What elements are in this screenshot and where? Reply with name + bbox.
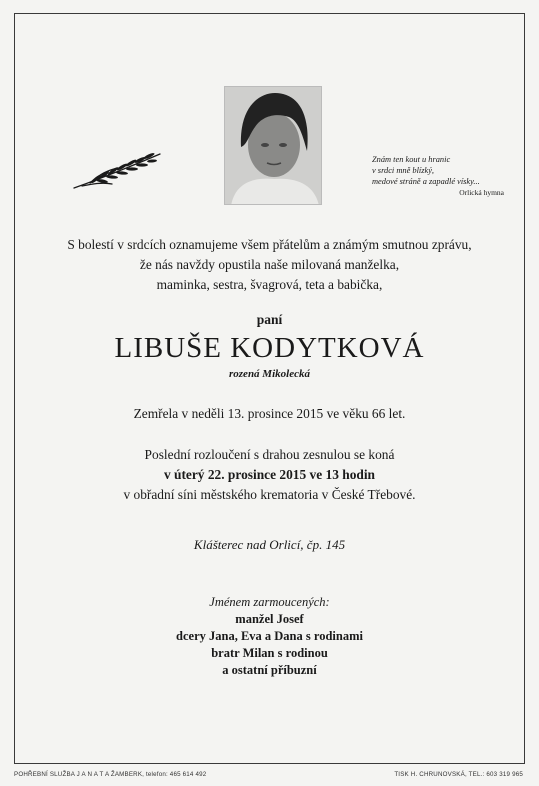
announcement-line: maminka, sestra, švagrová, teta a babička,: [156, 277, 383, 292]
maiden-name: rozená Mikolecká: [229, 368, 310, 380]
mourner: dcery Jana, Eva a Dana s rodinami: [176, 629, 363, 643]
funeral-datetime: v úterý 22. prosince 2015 ve 13 hodin: [163, 467, 376, 482]
deceased-name: LIBUŠE KODYTKOVÁ: [114, 332, 425, 364]
mourner: a ostatní příbuzní: [222, 663, 317, 677]
olive-branch-icon: [72, 148, 162, 194]
poem-line: v srdci mně blízký,: [372, 166, 435, 175]
mourner: manžel Josef: [235, 612, 304, 626]
address: Klášterec nad Orlicí, čp. 145: [193, 537, 346, 552]
portrait-photo: [224, 86, 322, 205]
mourners-heading: Jménem zarmoucených:: [209, 595, 330, 609]
announcement-line: S bolestí v srdcích oznamujeme všem přátelům a známým smutnou zprávu,: [67, 237, 472, 252]
title-word: paní: [256, 312, 283, 327]
poem-line: Znám ten kout u hranic: [372, 155, 451, 164]
mourner: bratr Milan s rodinou: [211, 646, 328, 660]
footer-printer: TISK H. CHRUNOVSKÁ, TEL.: 603 319 965: [394, 771, 523, 778]
footer-funeral-service: POHŘEBNÍ SLUŽBA J A N A T A ŽAMBERK, telefon: 465 614 492: [14, 771, 207, 778]
poem-line: medové stráně a zapadlé vísky...: [372, 177, 480, 186]
funeral-location: v obřadní síni městského krematoria v České Třebové.: [123, 487, 416, 502]
poem-quote: [372, 154, 512, 198]
funeral-line: Poslední rozloučení s drahou zesnulou se koná: [144, 447, 395, 462]
announcement-text: [0, 235, 539, 295]
funeral-info: [0, 445, 539, 505]
mourners-list: [0, 594, 539, 679]
death-date: Zemřela v neděli 13. prosince 2015 ve věku 66 let.: [133, 406, 406, 421]
poem-source: Orlická hymna: [459, 188, 504, 197]
announcement-line: že nás navždy opustila naše milovaná manželka,: [139, 257, 400, 272]
